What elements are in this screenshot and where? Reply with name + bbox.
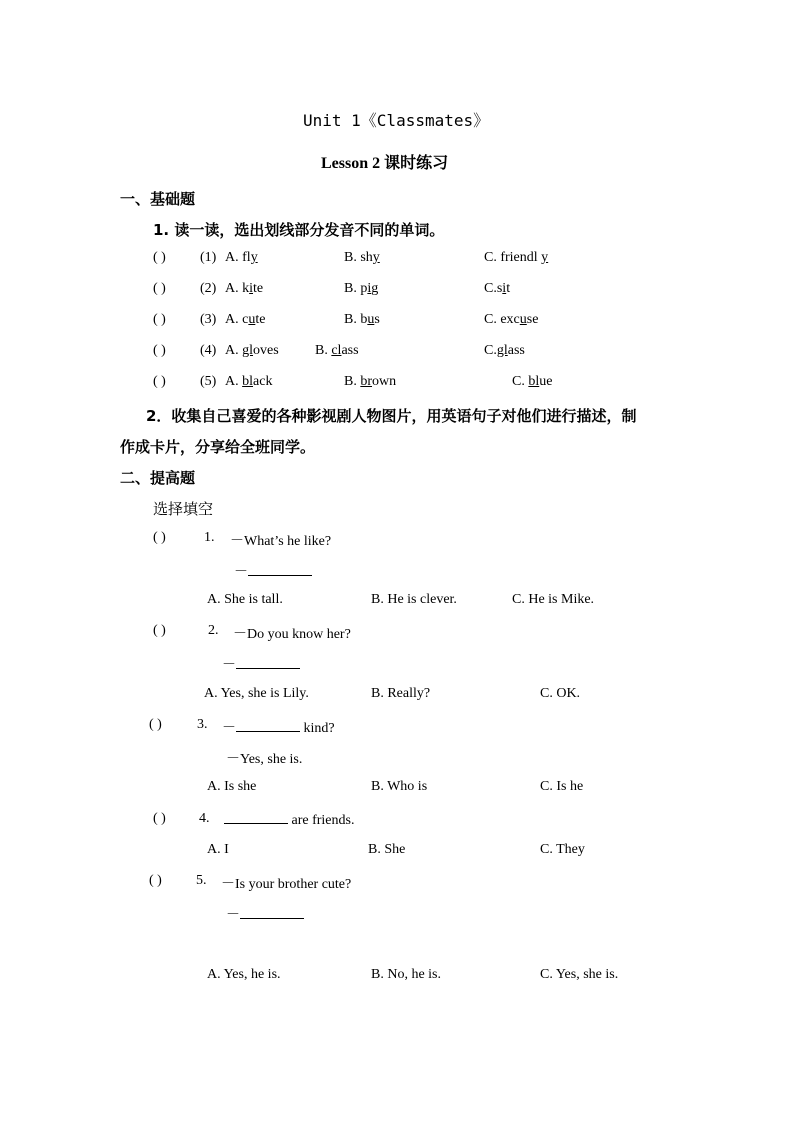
answer-paren[interactable]: ( ) [153,811,166,826]
option-b: B. No, he is. [371,967,441,982]
answer-paren[interactable]: ( ) [153,250,166,265]
question-text: － kind? [222,721,335,736]
section2-heading: 二、提高题 [120,469,196,487]
option-a: A. fly [225,250,258,265]
answer-text: －Yes, she is. [226,752,303,767]
item-number: (3) [200,312,217,327]
item-number: (2) [200,281,217,296]
option-c: C. blue [512,374,553,389]
answer-blank[interactable] [248,563,312,576]
option-c: C.sit [484,281,511,296]
option-c: C. He is Mike. [512,592,595,607]
option-a: A. I [207,842,229,857]
item-number: (4) [200,343,217,358]
answer-paren[interactable]: ( ) [149,717,162,732]
q2-prompt-line1: 2．收集自己喜爱的各种影视剧人物图片，用英语句子对他们进行描述，制 [146,407,637,425]
answer-blank[interactable] [236,719,300,732]
question-text: －Do you know her? [233,627,351,642]
option-a: A. She is tall. [207,592,283,607]
answer-paren[interactable]: ( ) [153,312,166,327]
question-number: 3. [197,717,208,732]
option-a: A. Yes, she is Lily. [204,686,309,701]
option-c: C. They [540,842,585,857]
option-c: C. friendl y [484,250,549,265]
answer-paren[interactable]: ( ) [153,343,166,358]
option-a: A. Yes, he is. [207,967,281,982]
option-a: A. gloves [225,343,279,358]
option-c: C. Yes, she is. [540,967,619,982]
option-c: C. excuse [484,312,539,327]
answer-paren[interactable]: ( ) [153,281,166,296]
question-number: 4. [199,811,210,826]
answer-paren[interactable]: ( ) [153,623,166,638]
answer-paren[interactable]: ( ) [153,530,166,545]
answer-paren[interactable]: ( ) [149,873,162,888]
lesson-title: Lesson 2 课时练习 [321,155,449,172]
option-b: B. bus [344,312,380,327]
q2-prompt-line2: 作成卡片，分享给全班同学。 [120,438,316,456]
option-b: B. Who is [371,779,428,794]
option-a: A. black [225,374,273,389]
question-number: 1. [204,530,215,545]
question-text: are friends. [224,811,354,829]
answer-blank[interactable] [224,811,288,824]
answer-paren[interactable]: ( ) [153,374,166,389]
q1-prompt: 1. 读一读，选出划线部分发音不同的单词。 [153,221,445,239]
answer-blank[interactable] [236,656,300,669]
option-b: B. She [368,842,406,857]
option-c: C. OK. [540,686,581,701]
option-c: C. Is he [540,779,584,794]
question-number: 2. [208,623,219,638]
question-text: －Is your brother cute? [221,877,352,892]
answer-line: － [234,561,312,581]
question-text: －What’s he like? [230,534,332,549]
option-b: B. Really? [371,686,431,701]
section1-heading: 一、基础题 [120,190,196,208]
item-number: (5) [200,374,217,389]
option-b: B. He is clever. [371,592,457,607]
answer-line: － [222,654,300,674]
answer-line: － [226,904,304,924]
option-b: B. shy [344,250,380,265]
option-b: B. pig [344,281,379,296]
item-number: (1) [200,250,217,265]
question-number: 5. [196,873,207,888]
option-c: C.glass [484,343,525,358]
unit-title: Unit 1《Classmates》 [303,111,490,130]
option-a: A. kite [225,281,264,296]
option-b: B. brown [344,374,397,389]
option-a: A. Is she [207,779,257,794]
answer-blank[interactable] [240,906,304,919]
sub-heading: 选择填空 [153,500,214,518]
option-a: A. cute [225,312,266,327]
option-b: B. class [315,343,359,358]
